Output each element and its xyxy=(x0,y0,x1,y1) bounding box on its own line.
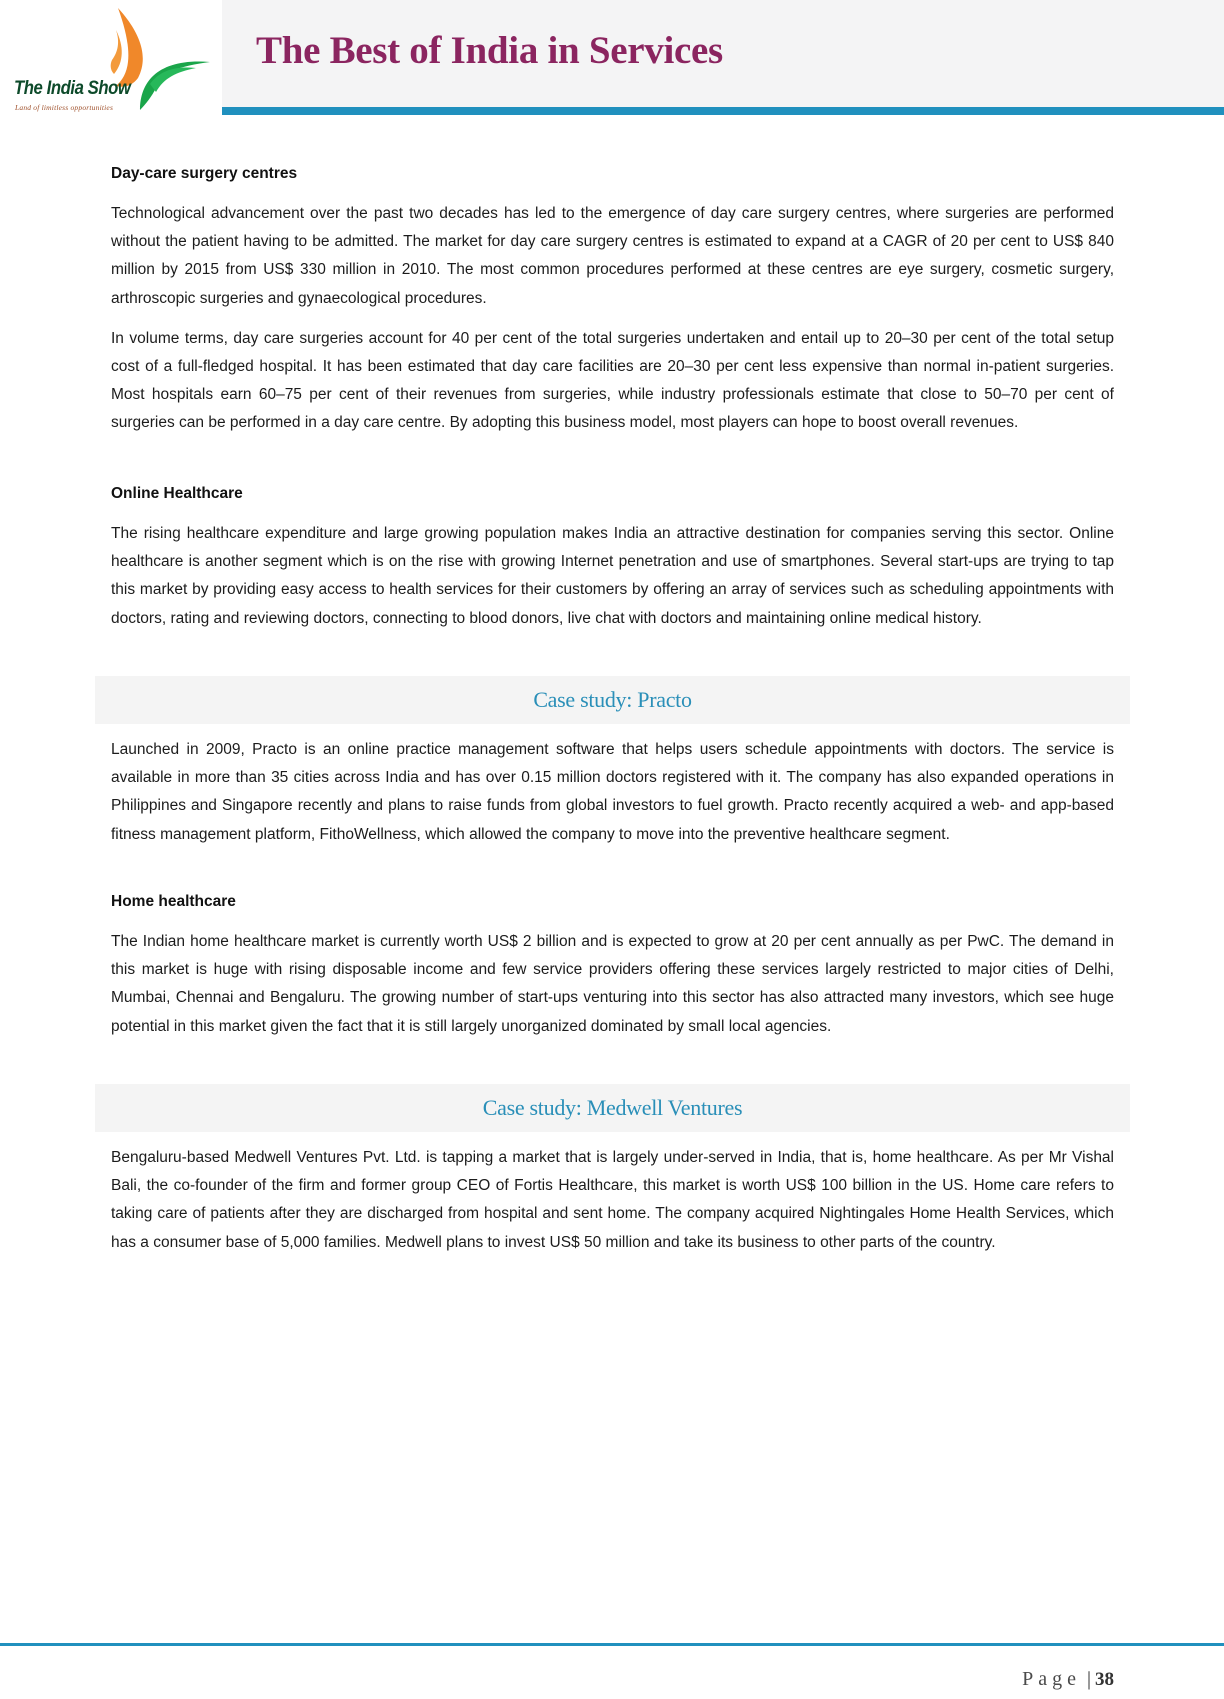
footer-divider xyxy=(0,1643,1224,1646)
page-title: The Best of India in Services xyxy=(256,29,723,72)
page-separator: | xyxy=(1086,1668,1091,1690)
section-case-practo xyxy=(111,736,1114,849)
paragraph: The Indian home healthcare market is currently worth US$ 2 billion and is expected to grow at 20 per cent annually as per PwC. The demand in this market is huge with rising disposable income and few service providers offering these services largely restricted to major cities of Delhi, Mumbai, Chennai and Bengaluru. The growing number of start-ups venturing into this sector has also attracted many investors, which see huge potential in this market given the fact that it is still largely unorganized dominated by small local agencies. xyxy=(111,933,1114,1035)
paragraph: In volume terms, day care surgeries account for 40 per cent of the total surgeries undertaken and entail up to 20–30 per cent of the total setup cost of a full-fledged hospital. It has been estimated that day care facilities are 20–30 per cent less expensive than normal in-patient surgeries. Most hospitals earn 60–75 per cent of their revenues from surgeries, while industry professionals estimate that close to 50–70 per cent of surgeries can be performed in a day care centre. By adopting this business model, most players can hope to boost overall revenues. xyxy=(111,329,1114,432)
page-label: Page xyxy=(1022,1668,1081,1690)
paragraph: Technological advancement over the past two decades has led to the emergence of day care surgery centres, where surgeries are performed without the patient having to be admitted. The market for day care surgery centres is estimated to expand at a CAGR of 20 per cent to US$ 840 million by 2015 from US$ 330 million in 2010. The most common procedures performed at these centres are eye surgery, cosmetic surgery, arthroscopic surgeries and gynaecological procedures. xyxy=(111,205,1114,307)
section-daycare xyxy=(111,160,1114,438)
paragraph: Launched in 2009, Practo is an online practice management software that helps users schedule appointments with doctors. The service is available in more than 35 cities across India and has over 0.15 million doctors registered with it. The company has also expanded operations in Philippines and Singapore recently and plans to raise funds from global investors to fuel growth. Practo recently acquired a web- and app-based fitness management platform, FithoWellness, which allowed the company to move into the preventive healthcare segment. xyxy=(111,741,1114,843)
logo-name: The India Show xyxy=(14,78,131,99)
case-study-banner-medwell xyxy=(95,1084,1130,1132)
title-band xyxy=(222,0,1224,107)
page-number-value: 38 xyxy=(1095,1669,1114,1690)
section-online-healthcare xyxy=(111,480,1114,633)
case-study-banner-practo xyxy=(95,676,1130,724)
paragraph: Bengaluru-based Medwell Ventures Pvt. Ltd. is tapping a market that is largely under-served in India, that is, home healthcare. As per Mr Vishal Bali, the co-founder of the firm and former group CEO of Fortis Healthcare, this market is worth US$ 100 billion in the US. Home care refers to taking care of patients after they are discharged from hospital and sent home. The company acquired Nightingales Home Health Services, which has a consumer base of 5,000 families. Medwell plans to invest US$ 50 million and take its business to other parts of the country. xyxy=(111,1149,1114,1251)
section-heading: Home healthcare xyxy=(111,893,236,910)
section-heading: Online Healthcare xyxy=(111,485,243,502)
the-india-show-logo xyxy=(0,0,222,116)
section-home-healthcare xyxy=(111,888,1114,1041)
case-study-title: Case study: Practo xyxy=(533,687,692,712)
section-case-medwell xyxy=(111,1144,1114,1257)
case-study-title: Case study: Medwell Ventures xyxy=(482,1095,743,1120)
page-header xyxy=(0,0,1224,116)
header-divider xyxy=(222,107,1224,115)
paragraph: The rising healthcare expenditure and large growing population makes India an attractive destination for companies serving this sector. Online healthcare is another segment which is on the rise with growing Internet penetration and use of smartphones. Several start-ups are trying to tap this market by providing easy access to health services for their customers by offering an array of services such as scheduling appointments with doctors, rating and reviewing doctors, connecting to blood donors, live chat with doctors and maintaining online medical history. xyxy=(111,525,1114,627)
logo-tagline: Land of limitless opportunities xyxy=(15,103,114,112)
section-heading: Day-care surgery centres xyxy=(111,165,298,182)
page-number xyxy=(1022,1668,1114,1691)
